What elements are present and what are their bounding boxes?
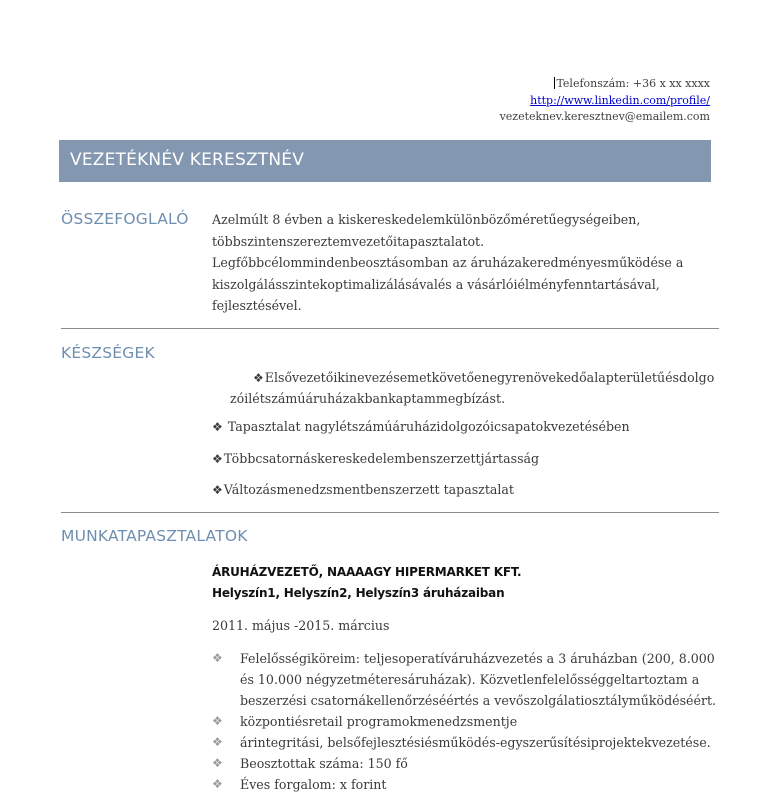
email-text: vezeteknev.keresztnev@emailem.com — [499, 110, 710, 123]
list-item — [212, 648, 717, 711]
skill-item-1-line-2: zóilétszámúáruházakbankaptammegbízást. — [230, 391, 506, 406]
diamond-bullet-icon: ❖ — [212, 420, 223, 434]
list-item-line: központiésretail programokmenedzsmentje — [240, 714, 518, 729]
phone-line — [500, 76, 710, 93]
diamond-bullet-icon: ❖ — [212, 735, 223, 749]
diamond-bullet-icon: ❖ — [212, 777, 223, 791]
summary-line: Azelmúlt 8 évben a kiskereskedelemkülönbözőméretűegységeiben, — [212, 212, 641, 227]
skill-item-3 — [212, 448, 539, 470]
contact-block — [500, 76, 710, 126]
summary-line: kiszolgálásszintekoptimalizálásávalés a vásárlóiélményfenntartásával, — [212, 276, 660, 292]
experience-heading: MUNKATAPASZTALATOK — [61, 527, 248, 545]
list-item-line: Beosztottak száma: 150 fő — [240, 756, 408, 771]
skill-text: Elsővezetőikinevezésemetkövetőenegyrenövekedőalapterületűésdolgo — [264, 370, 715, 385]
list-item-line: beszerzési csatornákellenőrzéséértés a vevőszolgálatiosztályműködéséért. — [240, 693, 717, 708]
skill-item-4 — [212, 479, 514, 501]
name-header-bar — [59, 140, 711, 182]
diamond-bullet-icon: ❖ — [253, 371, 264, 385]
diamond-bullet-icon: ❖ — [212, 651, 223, 665]
summary-line: többszintenszereztemvezetőitapasztalatot. — [212, 233, 485, 249]
job-location: Helyszín1, Helyszín2, Helyszín3 áruházaiban — [212, 586, 505, 600]
skill-text: Tapasztalat nagylétszámúáruházidolgozóicsapatokvezetésében — [223, 419, 630, 434]
diamond-bullet-icon: ❖ — [212, 483, 223, 497]
skill-text: Többcsatornáskereskedelembenszerzettjártasság — [223, 451, 540, 466]
list-item-line: és 10.000 négyzetméteresáruházak). Közvetlenfelelősséggeltartoztam a — [240, 672, 700, 687]
job-title: ÁRUHÁZVEZETŐ, NAAAAGY HIPERMARKET KFT. — [212, 565, 522, 579]
list-item — [212, 711, 712, 732]
phone-text: Telefonszám: +36 x xx xxxx — [556, 77, 710, 90]
job-dates: 2011. május -2015. március — [212, 618, 390, 633]
skill-item-2 — [212, 416, 630, 438]
summary-text — [212, 209, 712, 317]
job-responsibilities-list — [212, 648, 717, 795]
diamond-bullet-icon: ❖ — [212, 714, 223, 728]
skills-heading: KÉSZSÉGEK — [61, 344, 155, 362]
list-item-line: Felelősségiköreim: teljesoperatíváruházvezetés a 3 áruházban (200, 8.000 — [240, 651, 715, 666]
section-divider — [61, 512, 719, 513]
skill-item-1-line-1 — [253, 367, 714, 389]
linkedin-link[interactable]: http://www.linkedin.com/profile/ — [530, 93, 710, 107]
list-item — [212, 774, 712, 795]
list-item — [212, 753, 712, 774]
summary-line: fejlesztésével. — [212, 298, 302, 313]
list-item-line: árintegritási, belsőfejlesztésiésműködés-egyszerűsítésiprojektekvezetése. — [240, 735, 711, 750]
list-item — [212, 732, 712, 753]
summary-line: Legfőbbcélommindenbeosztásomban az áruházakeredményesműködése a — [212, 255, 684, 270]
skill-text: Változásmenedzsmentbenszerzett tapasztalat — [223, 482, 514, 497]
diamond-bullet-icon: ❖ — [212, 452, 223, 466]
summary-heading: ÖSSZEFOGLALÓ — [61, 210, 189, 228]
full-name: VEZETÉKNÉV KERESZTNÉV — [70, 150, 305, 170]
diamond-bullet-icon: ❖ — [212, 756, 223, 770]
section-divider — [61, 328, 719, 329]
list-item-line: Éves forgalom: x forint — [240, 777, 387, 792]
